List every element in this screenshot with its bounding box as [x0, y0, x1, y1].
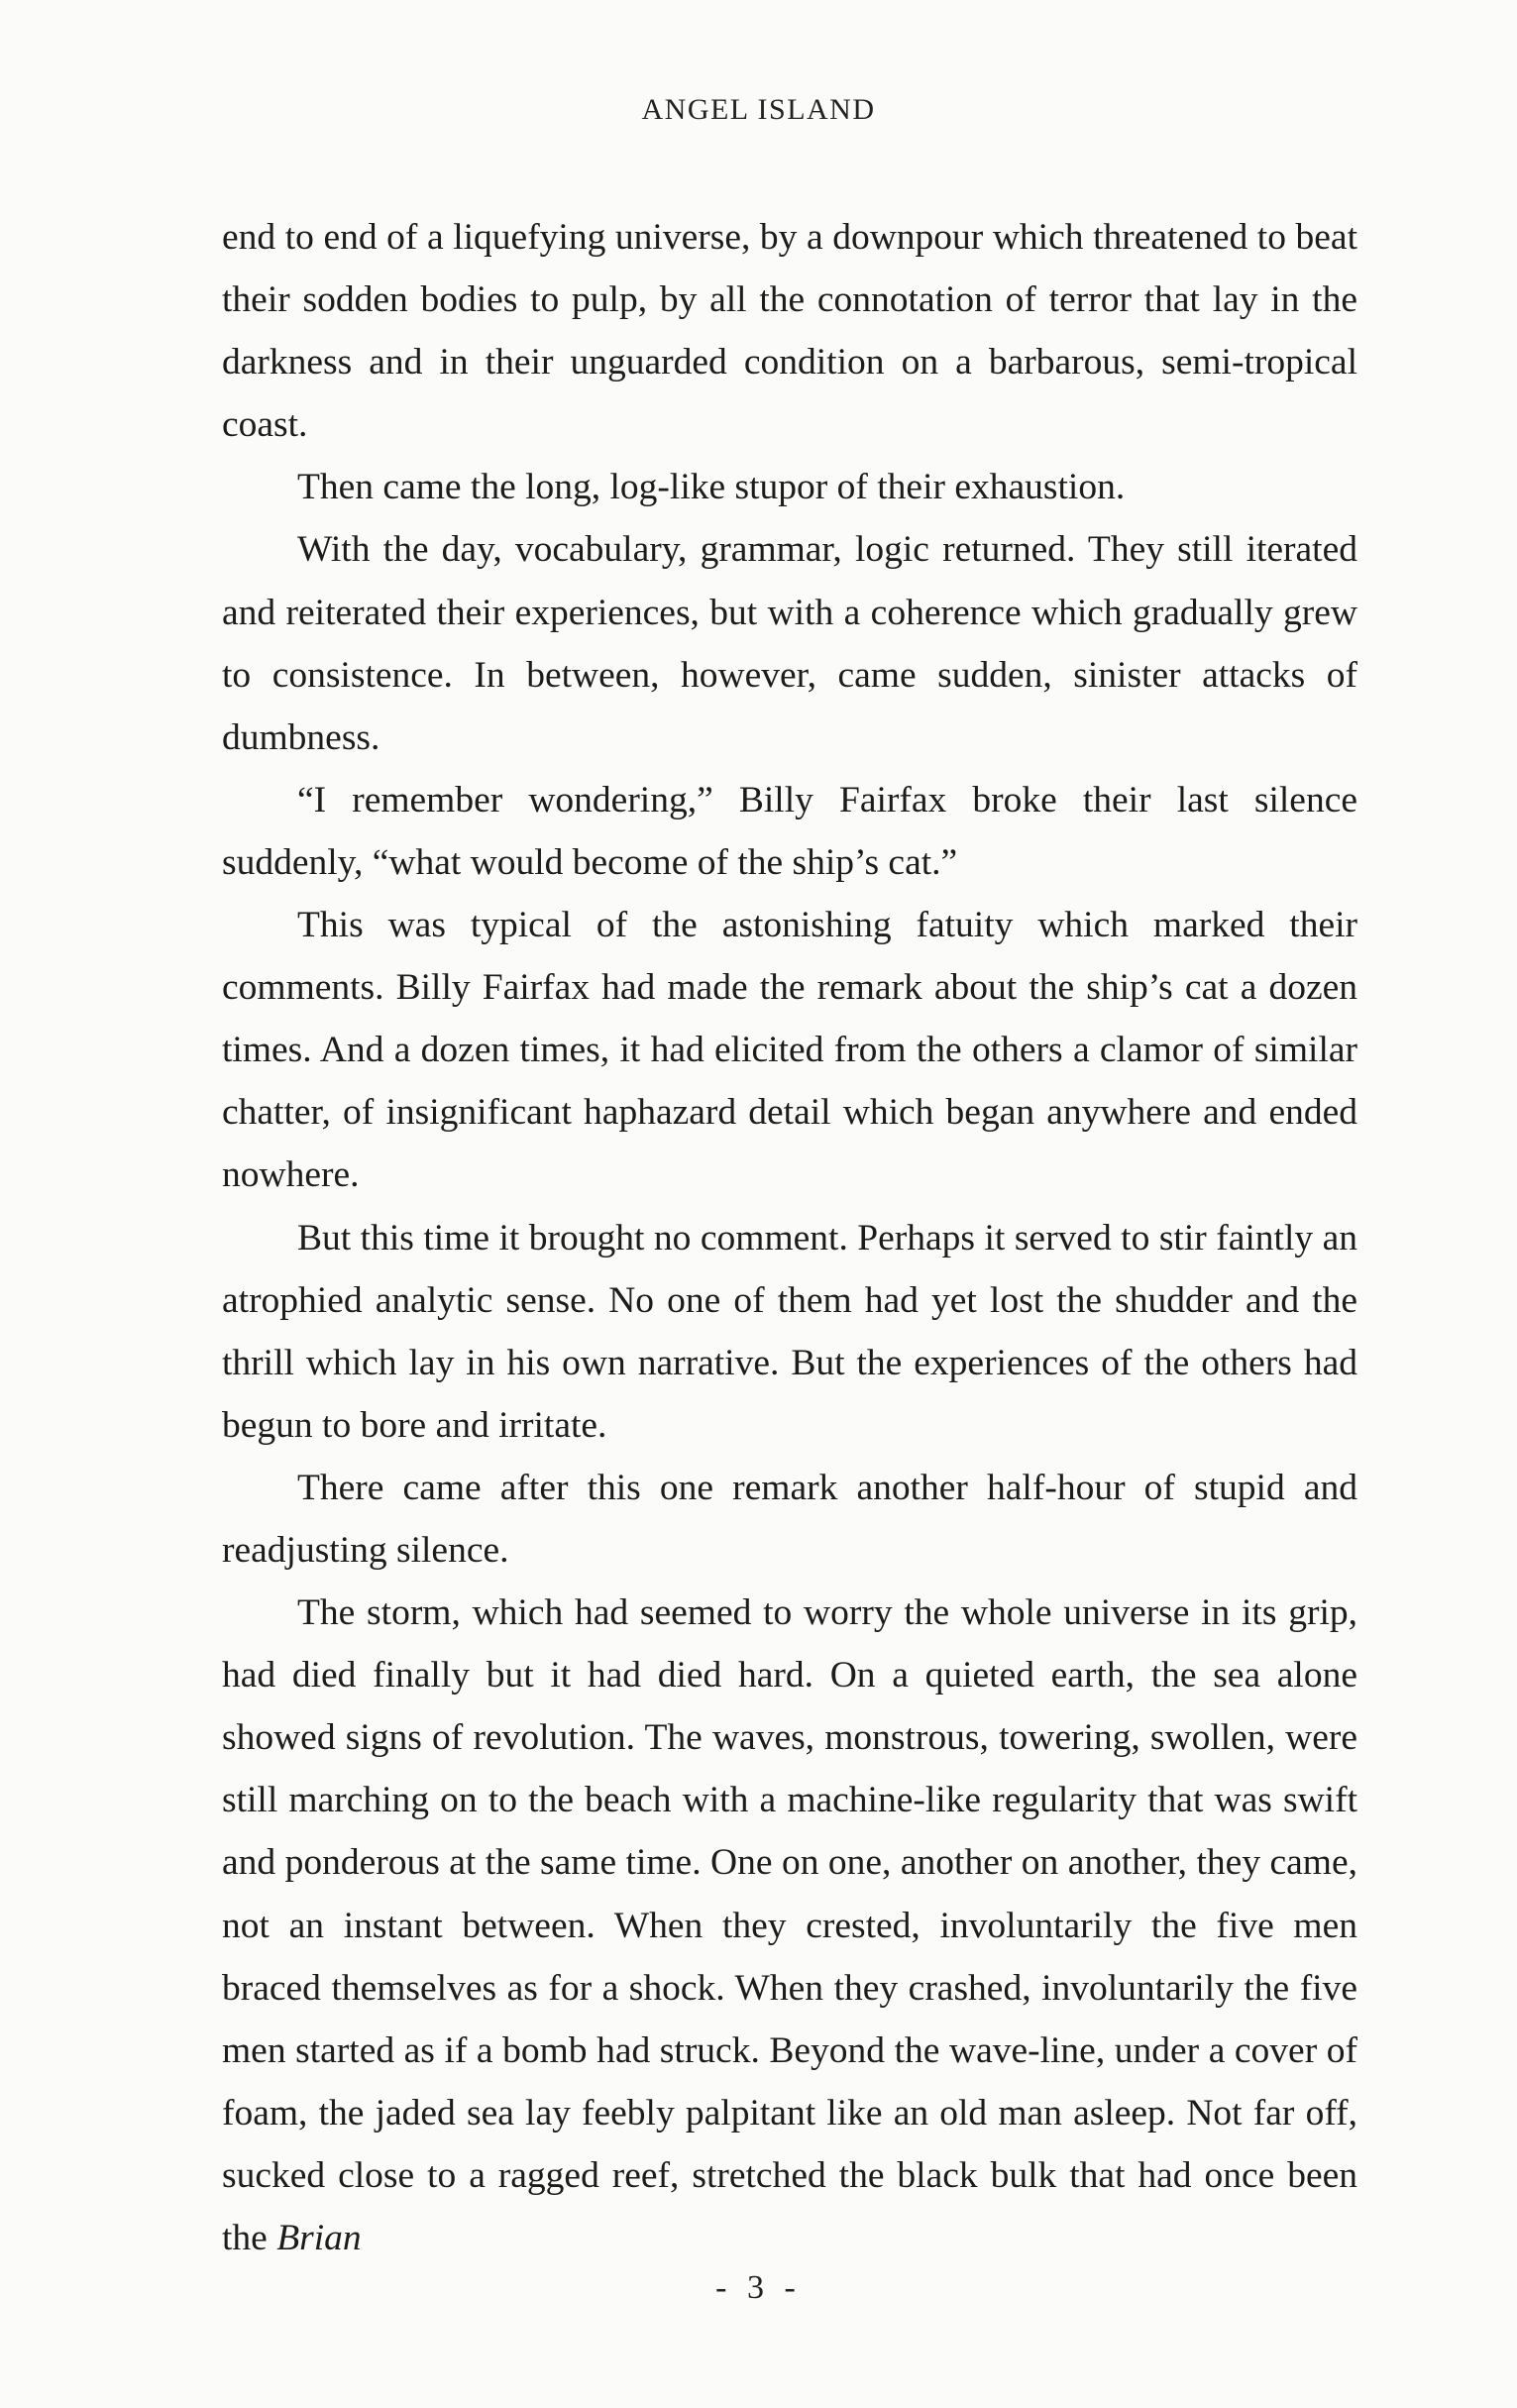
paragraph: Then came the long, log-like stupor of their exhaustion.	[297, 467, 1126, 508]
running-head: ANGEL ISLAND	[641, 93, 876, 126]
paragraph: There came after this one remark another half-hour of stupid and readjusting silence.	[222, 1467, 1357, 1571]
paragraph-continuation: end to end of a liquefying universe, by a downpour which threatened to beat their sodden bodies to pulp, by all the connotation of terror that lay in the darkness and in their unguarded condition on a barbarous, semi-tropical coast.	[222, 217, 1357, 446]
paragraph-last	[222, 1582, 1357, 2269]
paragraph-last-text: The storm, which had seemed to worry the whole universe in its grip, had died finally but it had died hard. On a quieted earth, the sea alone showed signs of revolution. The waves, monstrous, towering, swollen, were still marching on to the beach with a machine-like regularity that was swift and ponderous at the same time. One on one, another on another, they came, not an instant between. When they crested, involuntarily the five men braced themselves as for a shock. When they crashed, involuntarily the five men started as if a bomb had struck. Beyond the wave-line, under a cover of foam, the jaded sea lay feebly palpitant like an old man asleep. Not far off, sucked close to a ragged reef, stretched the black bulk that had once been the	[222, 1592, 1357, 2258]
page-number: - 3 -	[715, 2269, 802, 2306]
body-text	[222, 206, 1357, 2269]
paragraph: With the day, vocabulary, grammar, logic returned. They still iterated and reiterated their experiences, but with a coherence which gradually grew to consistence. In between, however, came sudden, sinister attacks of dumbness.	[222, 529, 1357, 758]
ship-name-italic: Brian	[276, 2218, 362, 2258]
paragraph: But this time it brought no comment. Perhaps it served to stir faintly an atrophied analytic sense. No one of them had yet lost the shudder and the thrill which lay in his own narrative. But the experiences of the others had begun to bore and irritate.	[222, 1217, 1357, 1446]
paragraph: “I remember wondering,” Billy Fairfax broke their last silence suddenly, “what would become of the ship’s cat.”	[222, 779, 1357, 883]
paragraph: This was typical of the astonishing fatuity which marked their comments. Billy Fairfax had made the remark about the ship’s cat a dozen times. And a dozen times, it had elicited from the others a clamor of similar chatter, of insignificant haphazard detail which began anywhere and ended nowhere.	[222, 905, 1357, 1196]
